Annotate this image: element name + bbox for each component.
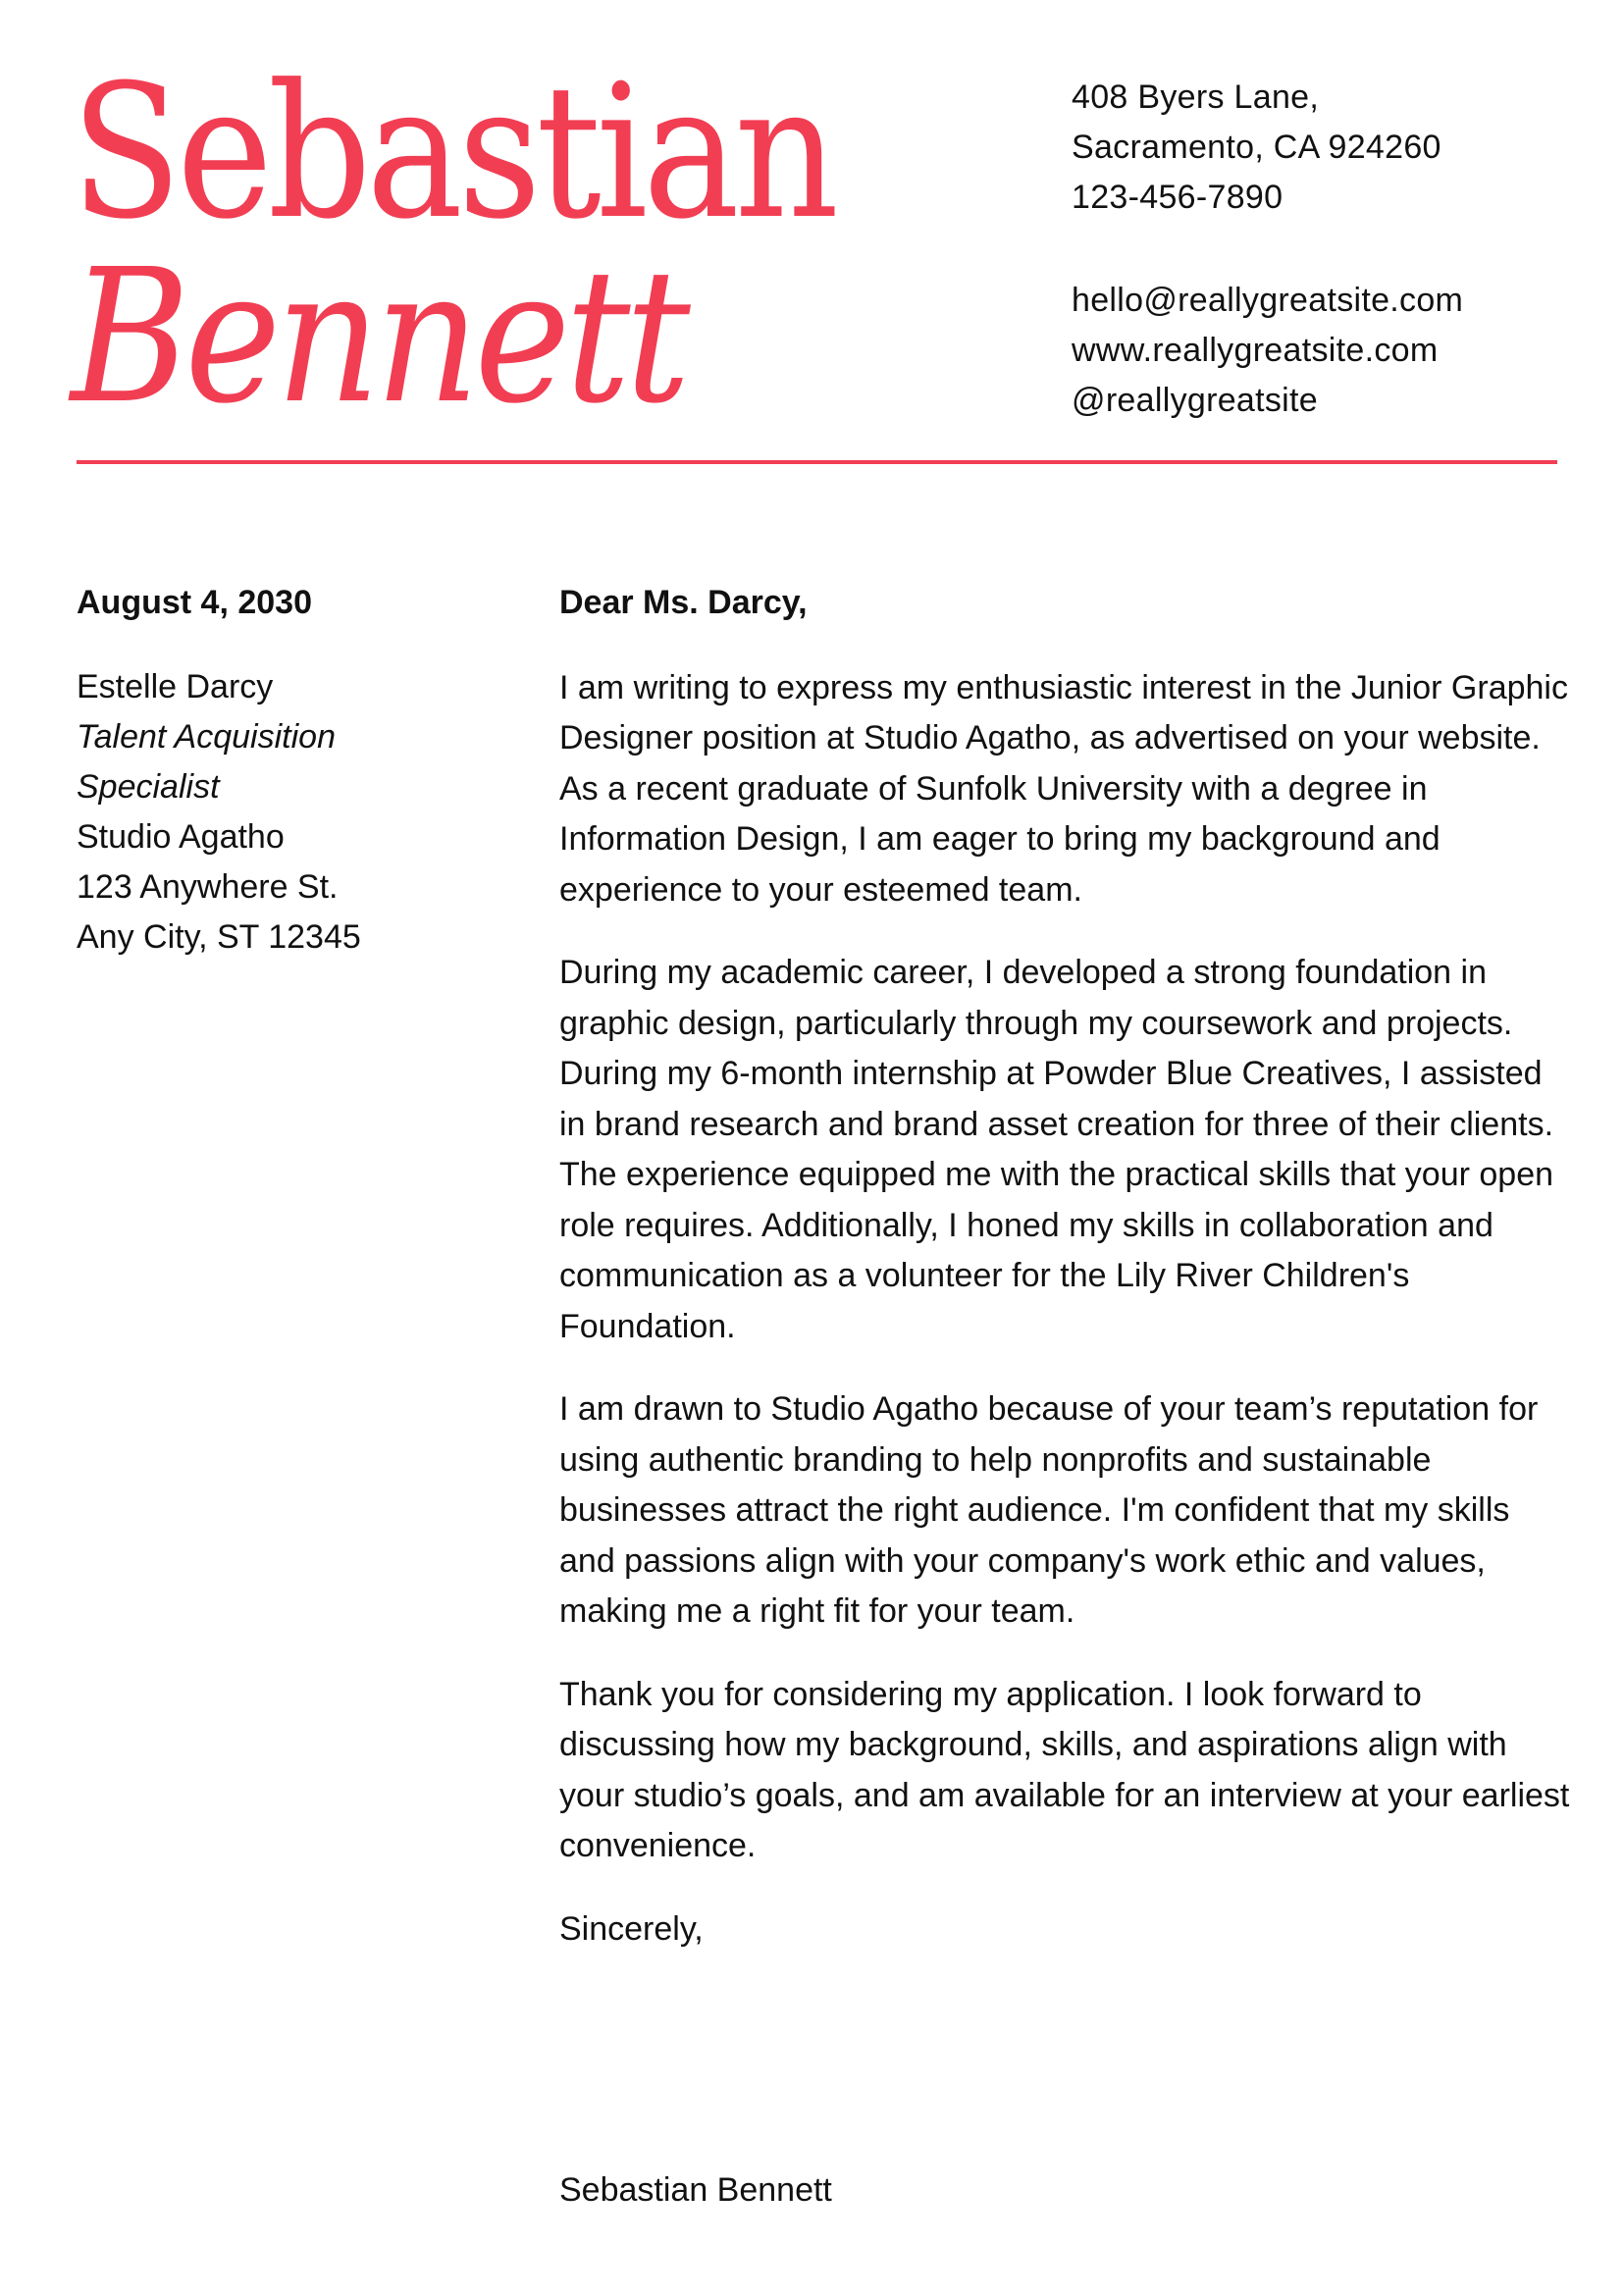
phone-number: 123-456-7890 (1072, 179, 1283, 216)
letter-body (559, 578, 1570, 1955)
sender-name (71, 45, 938, 444)
contact-spacer (1072, 223, 1463, 276)
recipient-title-line-1: Talent Acquisition (77, 718, 336, 756)
sender-last-name: Bennett (71, 230, 686, 444)
contact-block (1072, 73, 1463, 426)
recipient-name: Estelle Darcy (77, 668, 274, 705)
recipient-block (77, 578, 489, 963)
recipient-title-line-2: Specialist (77, 768, 220, 806)
address-line-2: Sacramento, CA 924260 (1072, 129, 1441, 166)
website-url: www.reallygreatsite.com (1072, 332, 1439, 369)
letter-date: August 4, 2030 (77, 584, 312, 621)
paragraph-4: Thank you for considering my application. I look forward to discussing how my background, skills, and aspirations align with your studio’s goals, and am available for an interview at your earliest convenience. (559, 1675, 1570, 1864)
closing: Sincerely, (559, 1909, 704, 1948)
signature-name: Sebastian Bennett (559, 2171, 832, 2209)
salutation: Dear Ms. Darcy, (559, 584, 808, 621)
recipient-street: 123 Anywhere St. (77, 868, 339, 906)
header-divider (77, 460, 1557, 464)
paragraph-1: I am writing to express my enthusiastic interest in the Junior Graphic Designer position at Studio Agatho, as advertised on your website. As a recent graduate of Sunfolk University with a degree in Information Design, I am eager to bring my background and experience to your esteemed team. (559, 668, 1568, 909)
email-address: hello@reallygreatsite.com (1072, 282, 1464, 319)
social-handle: @reallygreatsite (1072, 382, 1318, 419)
recipient-company: Studio Agatho (77, 818, 285, 856)
address-line-1: 408 Byers Lane, (1072, 78, 1320, 116)
recipient-city: Any City, ST 12345 (77, 918, 361, 956)
paragraph-3: I am drawn to Studio Agatho because of your team’s reputation for using authentic branding to help nonprofits and sustainable businesses attract the right audience. I'm confident that my skills and passions align with your company's work ethic and values, making me a right fit for your team. (559, 1390, 1539, 1630)
paragraph-2: During my academic career, I developed a strong foundation in graphic design, particularly through my coursework and projects. During my 6-month internship at Powder Blue Creatives, I assisted in brand research and brand asset creation for three of their clients. The experience equipped me with the practical skills that your open role requires. Additionally, I honed my skills in collaboration and communication as a volunteer for the Lily River Children's Foundation. (559, 954, 1554, 1345)
sender-first-name: Sebastian (71, 45, 834, 260)
